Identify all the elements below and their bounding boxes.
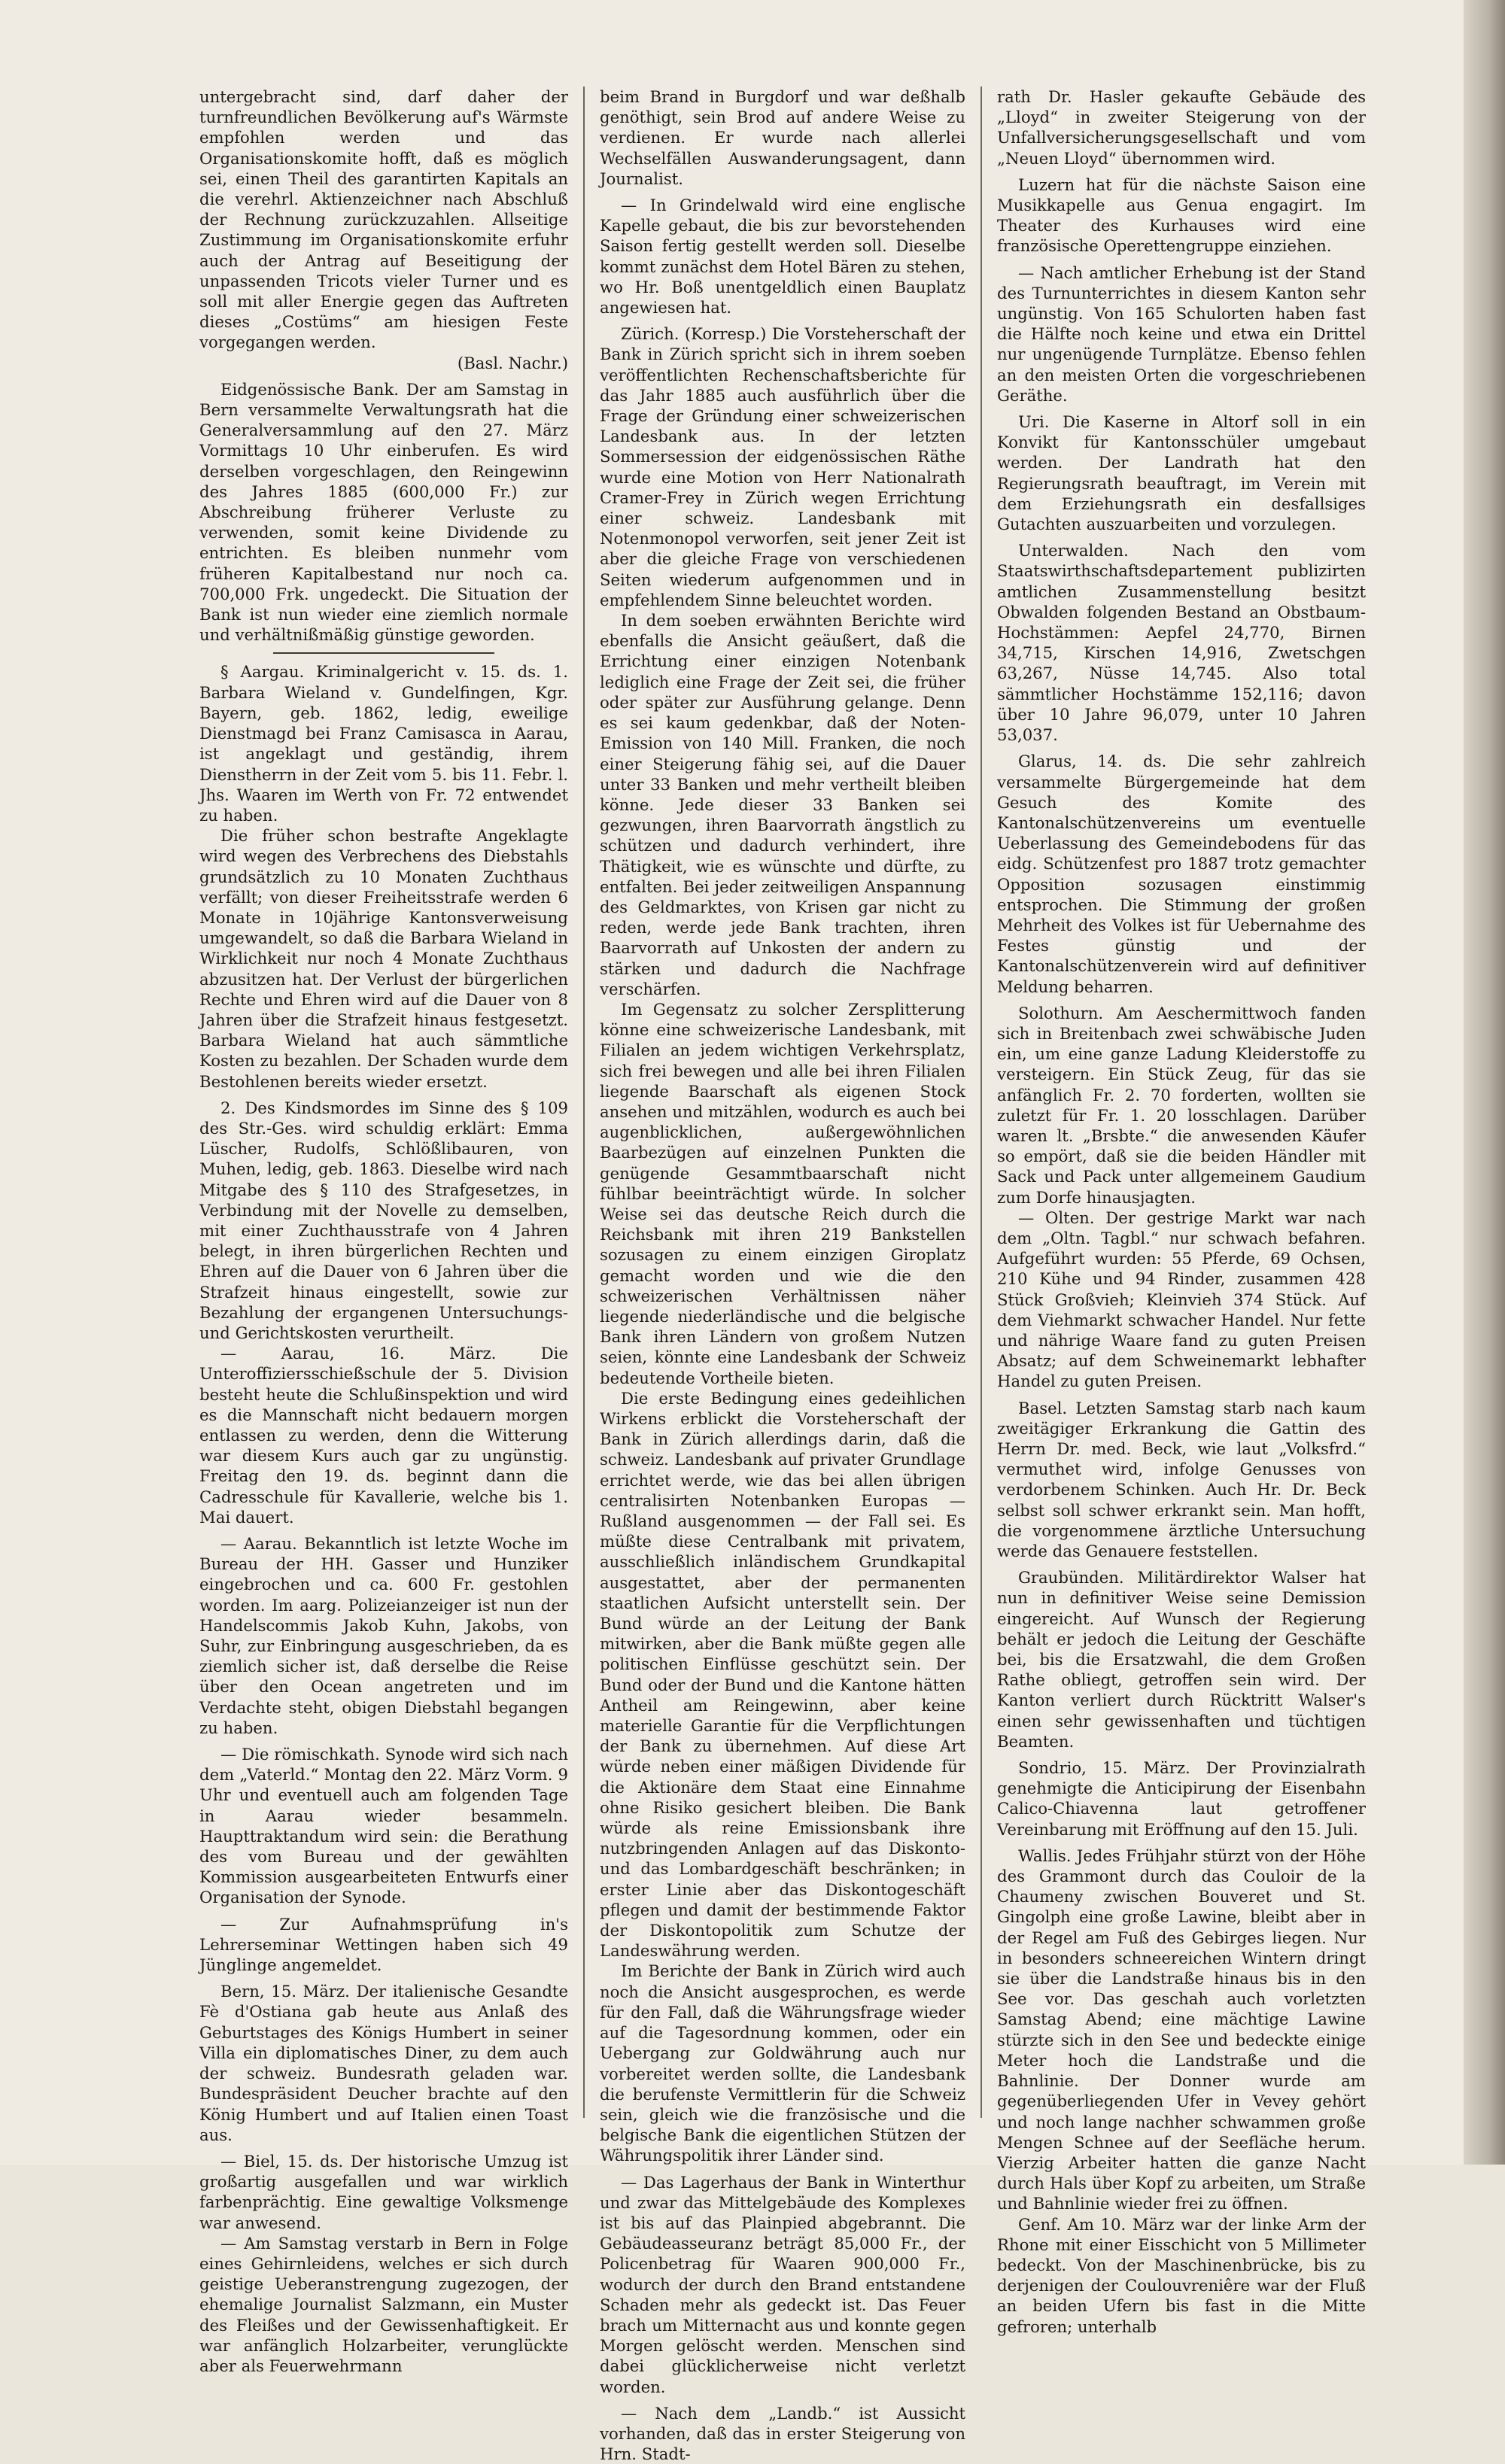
article-luzern: Luzern hat für die nächste Saison eine Musikkapelle aus Genua engagirt. Im Theater des Kurhauses wird eine französische Operettengruppe einziehen. — [997, 175, 1366, 256]
article-paragraph: In dem soeben erwähnten Berichte wird ebenfalls die Ansicht geäußert, daß die Errichtung einer einzigen Notenbank lediglich eine Frage der Zeit sei, die früher oder später zur Ausführung gelange. Denn es sei kaum gedenkbar, daß der Noten-Emission von 140 Mill. Franken, die noch einer Steigerung fähig sei, auf die Dauer unter 33 Banken und mehr vertheilt bleiben könne. Jede dieser 33 Banken sei gezwungen, ihren Baarvorrath ängstlich zu schützen und dadurch verhindert, ihre Thätigkeit, wie es wünschte und dürfte, zu entfalten. Bei jeder zeitweiligen Anspannung des Geldmarktes, von Krisen gar nicht zu reden, werde jede Bank trachten, ihren Baarvorrath auf Unkosten der andern zu stärken und dadurch die Nachfrage verschärfen. — [600, 611, 965, 998]
article-synod: — Die römischkath. Synode wird sich nach dem „Vaterld.“ Montag den 22. März Vorm. 9 Uhr und eventuell auch am folgenden Tage in Aarau wieder besammeln. Haupttraktandum wird sein: die Berathung des vom Bureau und der gewählten Kommission ausgearbeiteten Entwurfs einer Organisation der Synode. — [199, 1745, 568, 1907]
article-uri: Uri. Die Kaserne in Altorf soll in ein Konvikt für Kantonsschüler umgebaut werden. Der Landrath hat den Regierungsrath beauftragt, im Verein mit dem Erziehungsrath ein desfallsiges Gutachten auszuarbeiten und vorzulegen. — [997, 412, 1366, 534]
article-solothurn: Solothurn. Am Aeschermittwoch fanden sich in Breitenbach zwei schwäbische Juden ein, um eine ganze Ladung Kleiderstoffe zu versteigern. Ein Stück Zeug, für das sie anfänglich Fr. 2. 70 forderten, wollten sie zuletzt für Fr. 1. 20 losschlagen. Darüber waren lt. „Brsbte.“ die anwesenden Käufer so empört, daß sie die beiden Händler mit Sack und Pack unter allgemeinem Gaudium zum Dorfe hinausjagten. — [997, 1003, 1366, 1207]
article-graubuenden: Graubünden. Militärdirektor Walser hat nun in definitiver Weise seine Demission eingereicht. Auf Wunsch der Regierung behält er jedoch die Leitung der Geschäfte bei, bis die Ersatzwahl, die dem Großen Rathe obliegt, getroffen sein wird. Der Kanton verliert durch Rücktritt Walser's einen sehr gewissenhaften und tüchtigen Beamten. — [997, 1568, 1366, 1751]
article-glarus: Glarus, 14. ds. Die sehr zahlreich versammelte Bürgergemeinde hat dem Gesuch des Komite des Kantonalschützenvereins um eventuelle Ueberlassung des Gemeindebodens für das eidg. Schützenfest pro 1887 trotz gemachter Opposition sozusagen einstimmig entsprochen. Die Stimmung der großen Mehrheit des Volkes ist für Uebernahme des Festes günstig und der Kantonalschützenverein wird auf definitiver Meldung beharren. — [997, 752, 1366, 996]
article-biel: — Biel, 15. ds. Der historische Umzug ist großartig ausgefallen und war wirklich farbenprächtig. Eine gewaltige Volksmenge war anwesend. — [199, 2151, 568, 2232]
column-left — [184, 87, 583, 2375]
article-lloyd: — Nach dem „Landb.“ ist Aussicht vorhanden, daß das in erster Steigerung von Hrn. Stadt- — [600, 2403, 965, 2464]
article-winterthur: — Das Lagerhaus der Bank in Winterthur und zwar das Mittelgebäude des Komplexes ist bis auf das Plainpied abgebrannt. Die Gebäudeasseuranz beträgt 85,000 Fr., der Policenbetrag für Waaren 900,000 Fr., wodurch der durch den Brand entstandene Schaden mehr als gedeckt ist. Das Feuer brach um Mitternacht aus und konnte gegen Morgen gelöscht werden. Menschen sind dabei glücklicherweise nicht verletzt worden. — [600, 2172, 965, 2396]
article-eidg-bank: Eidgenössische Bank. Der am Samstag in Bern versammelte Verwaltungsrath hat die Generalversammlung auf den 27. März Vormittags 10 Uhr einberufen. Es wird derselben vorgeschlagen, den Reingewinn des Jahres 1885 (600,000 Fr.) zur Abschreibung früherer Verluste zu verwenden, somit keine Dividende zu entrichten. Es bleiben nunmehr vom früheren Kapitalbestand nur noch ca. 700,000 Frk. ungedeckt. Die Situation der Bank ist nun wieder eine ziemlich normale und verhältnißmäßig günstige geworden. — [199, 379, 568, 645]
article-seminar: — Zur Aufnahmsprüfung in's Lehrerseminar Wettingen haben sich 49 Jünglinge angemeldet. — [199, 1914, 568, 1975]
text-columns — [184, 87, 1381, 2464]
article-aarau-theft: — Aarau. Bekanntlich ist letzte Woche im Bureau der HH. Gasser und Hunziker eingebrochen und ca. 600 Fr. gestohlen worden. Im aarg. Polizeianzeiger ist nun der Handelscommis Jakob Kuhn, Jakobs, von Suhr, zur Einbringung ausgeschrieben, da es ziemlich sicher ist, daß derselbe die Reise über den Ocean angetreten und im Verdachte steht, obigen Diebstahl begangen zu haben. — [199, 1534, 568, 1737]
article-paragraph: Im Gegensatz zu solcher Zersplitterung könne eine schweizerische Landesbank, mit Filialen an jedem wichtigen Verkehrsplatz, sich frei bewegen und alle bei ihren Filialen liegende Baarschaft als eigenen Stock ansehen und mitzählen, wodurch es auch bei augenblicklichen, außergewöhnlichen Baarbezügen auf einzelnen Punkten die genügende Gesammtbaarschaft nicht fühlbar beeinträchtigt würde. In solcher Weise sei das deutsche Reich durch die Reichsbank mit ihren 219 Bankstellen sozusagen zu einem einzigen Giroplatz gemacht worden und wie die den schweizerischen Verhältnissen näher liegende niederländische und die belgische Bank ihren Ländern von großem Nutzen seien, könnte eine Landesbank der Schweiz bedeutende Vortheile bieten. — [600, 999, 965, 1387]
article-paragraph: Die früher schon bestrafte Angeklagte wird wegen des Verbrechens des Diebstahls grundsätzlich zu 10 Monaten Zuchthaus verfällt; von dieser Freiheitsstrafe werden 6 Monate in 10jährige Kantonsverweisung umgewandelt, so daß die Barbara Wieland in Wirklichkeit nur noch 4 Monate Zuchthaus abzusitzen hat. Der Verlust der bürgerlichen Rechte und Ehren wird auf die Dauer von 8 Jahren über die Strafzeit hinaus festgesetzt. Barbara Wieland hat auch sämmtliche Kosten zu bezahlen. Der Schaden wurde dem Bestohlenen bereits wieder ersetzt. — [199, 826, 568, 1091]
article-basel: Basel. Letzten Samstag starb nach kaum zweitägiger Erkrankung die Gattin des Herrn Dr. med. Beck, wie laut „Volksfrd.“ vermuthet wird, infolge Genusses von verdorbenem Schinken. Auch Hr. Dr. Beck selbst soll schwer erkrankt sein. Man hofft, die vorgenommene ärztliche Untersuchung werde das Genauere feststellen. — [997, 1398, 1366, 1561]
column-middle — [583, 87, 982, 2464]
article-sondrio: Sondrio, 15. März. Der Provinzialrath genehmigte die Anticipirung der Eisenbahn Calico-Chiavenna laut getroffener Vereinbarung mit Eröffnung auf den 15. Juli. — [997, 1758, 1366, 1839]
article-paragraph: 2. Des Kindsmordes im Sinne des § 109 des Str.-Ges. wird schuldig erklärt: Emma Lüscher, Rudolfs, Schlößlibauren, von Muhen, ledig, geb. 1863. Dieselbe wird nach Mitgabe des § 110 des Strafgesetzes, in Verbindung mit der Novelle zu demselben, mit einer Zuchthausstrafe von 4 Jahren belegt, in ihren bürgerlichen Rechten und Ehren auf die Dauer von 6 Jahren über die Strafzeit hinaus eingestellt, sowie zur Bezahlung der ergangenen Untersuchungs- und Gerichtskosten verurtheilt. — [199, 1098, 568, 1342]
article-aarau-school: — Aarau, 16. März. Die Unteroffiziersschießschule der 5. Division besteht heute die Schlußinspektion und wird es die Mannschaft nicht bedauern morgen entlassen zu werden, denn die Witterung war diesem Kurs auch gar zu ungünstig. Freitag den 19. ds. beginnt dann die Cadresschule für Kavallerie, welche bis 1. Mai dauert. — [199, 1344, 568, 1527]
article-paragraph: untergebracht sind, darf daher der turnfreundlichen Bevölkerung auf's Wärmste empfohlen werden und das Organisationskomite hofft, daß es möglich sei, einen Theil des garantirten Kapitals an die verehrl. Aktienzeichner nach Abschluß der Rechnung zurückzuzahlen. Allseitige Zustimmung im Organisationskomite erfuhr auch der Antrag auf Beseitigung der unpassenden Tricots vieler Turner und es soll mit aller Energie gegen das Auftreten dieses „Costüms“ am hiesigen Feste vorgegangen werden. — [199, 87, 568, 352]
page-edge — [1464, 0, 1505, 2165]
article-paragraph: rath Dr. Hasler gekaufte Gebäude des „Lloyd“ in zweiter Steigerung von der Unfallversicherungsgesellschaft und vom „Neuen Lloyd“ übernommen wird. — [997, 87, 1366, 168]
article-paragraph: Im Berichte der Bank in Zürich wird auch noch die Ansicht ausgesprochen, es werde für den Fall, daß die Währungsfrage wieder auf die Tagesordnung kommen, oder ein Uebergang zur Goldwährung auch nur vorbereitet werden sollte, die Landesbank die berufenste Vermittlerin für die Schweiz sein, gleich wie die französische und die belgische Bank die eigentlichen Stützen der Währungspolitik ihrer Länder sind. — [600, 1961, 965, 2165]
article-aargau-court: § Aargau. Kriminalgericht v. 15. ds. 1. Barbara Wieland v. Gundelfingen, Kgr. Bayern, geb. 1862, ledig, eweilige Dienstmagd bei Franz Camisasca in Aarau, ist angeklagt und geständig, ihrem Dienstherrn in der Zeit vom 5. bis 11. Febr. l. Jhs. Waaren im Werth von Fr. 72 entwendet zu haben. — [199, 662, 568, 825]
article-bern: Bern, 15. März. Der italienische Gesandte Fè d'Ostiana gab heute aus Anlaß des Geburtstages des Königs Humbert in seiner Villa ein diplomatisches Diner, zu dem auch der schweiz. Bundesrath geladen war. Bundespräsident Deucher brachte auf den König Humbert und auf Italien einen Toast aus. — [199, 1982, 568, 2144]
source-attribution: (Basl. Nachr.) — [457, 353, 568, 372]
article-grindelwald: — In Grindelwald wird eine englische Kapelle gebaut, die bis zur bevorstehenden Saison fertig gestellt werden soll. Dieselbe kommt zunächst dem Hotel Bären zu stehen, wo Hr. Boß unentgeldlich einen Bauplatz angewiesen hat. — [600, 196, 965, 317]
article-genf: Genf. Am 10. März war der linke Arm der Rhone mit einer Eisschicht von 5 Millimeter bedeckt. Von der Maschinenbrücke, bis zu derjenigen der Coulouvreniêre war der Fluß an beiden Ufern bis fast in die Mitte gefroren; unterhalb — [997, 2214, 1366, 2336]
article-olten: — Olten. Der gestrige Markt war nach dem „Oltn. Tagbl.“ nur schwach befahren. Aufgeführt wurden: 55 Pferde, 69 Ochsen, 210 Kühe und 94 Rinder, zusammen 428 Stück Großvieh; Kleinvieh 374 Stück. Auf dem Viehmarkt schwacher Handel. Nur fette und nährige Waare fand zu guten Preisen Absatz; auf dem Schweinemarkt lebhafter Handel zu guten Preisen. — [997, 1208, 1366, 1391]
article-paragraph: beim Brand in Burgdorf und war deßhalb genöthigt, sein Brod auf andere Weise zu verdienen. Er wurde nach allerlei Wechselfällen Auswanderungsagent, dann Journalist. — [600, 87, 965, 188]
article-turnunterricht: — Nach amtlicher Erhebung ist der Stand des Turnunterrichtes in diesem Kanton sehr ungünstig. Von 165 Schulorten haben fast die Hälfte noch keine und etwa ein Drittel nur ungenügende Turnplätze. Ebenso fehlen an den meisten Orten die vorgeschriebenen Geräthe. — [997, 263, 1366, 405]
column-right — [982, 87, 1381, 2336]
article-zuerich-bank: Zürich. (Korresp.) Die Vorsteherschaft der Bank in Zürich spricht sich in ihrem soeben veröffentlichten Rechenschaftsberichte für das Jahr 1885 auch ausführlich über die Frage der Gründung einer schweizerischen Landesbank aus. In der letzten Sommersession der eidgenössischen Räthe wurde eine Motion von Herr Nationalrath Cramer-Frey in Zürich wegen Errichtung einer schweiz. Landesbank mit Notenmonopol verworfen, seit jener Zeit ist aber die gleiche Frage von verschiedenen Seiten wiederum aufgenommen und in empfehlendem Sinne beleuchtet worden. — [600, 324, 965, 609]
article-salzmann: — Am Samstag verstarb in Bern in Folge eines Gehirnleidens, welches er sich durch geistige Ueberanstrengung zugezogen, der ehemalige Journalist Salzmann, ein Muster des Fleißes und der Gewissenhaftigkeit. Er war anfänglich Holzarbeiter, verunglückte aber als Feuerwehrmann — [199, 2233, 568, 2375]
article-wallis: Wallis. Jedes Frühjahr stürzt von der Höhe des Grammont durch das Couloir de la Chaumeny zwischen Bouveret und St. Gingolph eine große Lawine, bleibt aber in der Regel am Fuß des Gebirges liegen. Nur in besonders schneereichen Wintern dringt sie über die Landstraße hinaus bis in den See vor. Das geschah auch vorletzten Samstag Abend; eine mächtige Lawine stürzte sich in den See und bedeckte einige Meter hoch die Landstraße und die Bahnlinie. Der Donner wurde am gegenüberliegenden Ufer in Vevey gehört und noch lange nachher schwammen große Mengen Schnee auf der Seefläche herum. Vierzig Arbeiter hatten die ganze Nacht durch Hals über Kopf zu arbeiten, um Straße und Bahnlinie wieder frei zu öffnen. — [997, 1846, 1366, 2213]
article-unterwalden: Unterwalden. Nach den vom Staatswirthschaftsdepartement publizirten amtlichen Zusammenstellung besitzt Obwalden folgenden Bestand an Obstbaum-Hochstämmen: Aepfel 24,770, Birnen 34,715, Kirschen 14,916, Zwetschgen 63,267, Nüsse 14,745. Also total sämmtlicher Hochstämme 152,116; davon über 10 Jahre 96,079, unter 10 Jahren 53,037. — [997, 541, 1366, 745]
section-divider — [273, 652, 494, 654]
article-paragraph: Die erste Bedingung eines gedeihlichen Wirkens erblickt die Vorsteherschaft der Bank in Zürich allerdings darin, daß die schweiz. Landesbank auf privater Grundlage errichtet werde, wie das bei allen übrigen centralisirten Notenbanken Europas — Rußland ausgenommen — der Fall sei. Es müßte diese Centralbank mit privatem, ausschließlich inländischem Grundkapital ausgestattet, aber der permanenten staatlichen Aufsicht unterstellt sein. Der Bund würde an der Leitung der Bank mitwirken, aber die Bank müßte gegen alle politischen Einflüsse geschützt sein. Der Bund oder der Bund und die Kantone hätten Antheil am Reingewinn, aber keine materielle Garantie für die Verpflichtungen der Bank zu übernehmen. Auf diese Art würde neben einer mäßigen Dividende für die Aktionäre dem Staat eine Einnahme ohne Risiko gesichert bleiben. Die Bank würde als reine Emissionsbank ihre nutzbringenden Anlagen auf das Diskonto- und das Lombardgeschäft beschränken; in erster Linie aber das Diskontogeschäft pflegen und damit der bestimmende Faktor der Diskontopolitik zum Schutze der Landeswährung werden. — [600, 1388, 965, 1961]
